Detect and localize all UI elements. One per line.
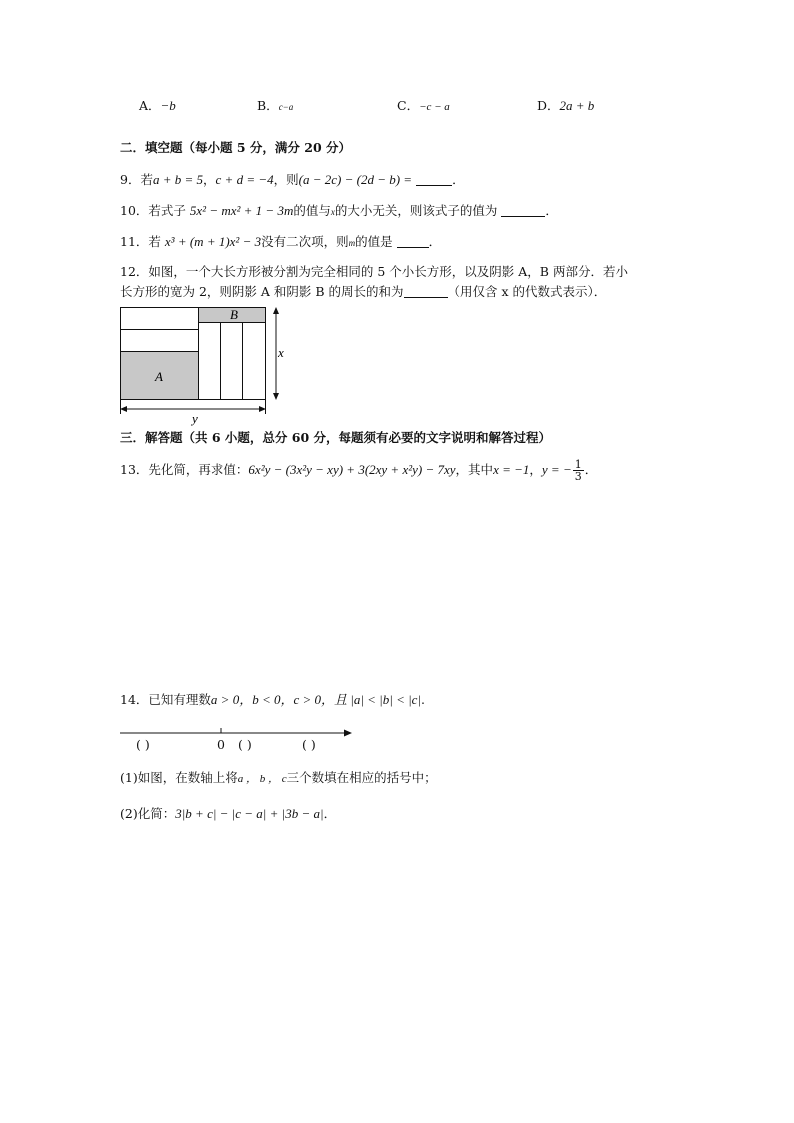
label-b: B xyxy=(230,307,238,322)
q13-fraction-denominator: 3 xyxy=(574,470,582,483)
q14-part1-pre: (1)如图，在数轴上将 xyxy=(120,770,238,785)
option-c-value: −c − a xyxy=(419,101,450,113)
q13-fraction xyxy=(573,459,584,482)
question-12-line2 xyxy=(120,284,606,300)
q10-number: 10． xyxy=(120,203,149,218)
y-arrow-right xyxy=(259,406,266,412)
q11-answer-blank[interactable] xyxy=(397,235,429,248)
q12-number: 12． xyxy=(120,264,149,279)
q13-mid: ，其中 xyxy=(455,462,494,477)
q11-mid: 没有二次项，则 xyxy=(261,234,349,249)
option-a xyxy=(139,98,176,114)
q14-part2-pre: (2)化简： xyxy=(120,806,176,821)
q9-number: 9． xyxy=(120,172,141,187)
option-b xyxy=(257,98,293,115)
label-x: x xyxy=(278,345,284,360)
q13-sep: ， xyxy=(529,462,542,477)
q9-pre: 若 xyxy=(140,172,153,187)
question-11 xyxy=(120,234,441,251)
option-a-label: A． xyxy=(139,98,161,113)
zero-label: 0 xyxy=(217,737,225,752)
q12-text-line1: 如图，一个大长方形被分割为完全相同的 5 个小长方形，以及阴影 A，B 两部分．若小 xyxy=(148,264,628,279)
q12-text-line2b: （用仅含 x 的代数式表示）． xyxy=(447,284,607,299)
q9-end: ． xyxy=(452,172,465,187)
q9-sep: ， xyxy=(203,172,216,187)
number-line-arrow xyxy=(344,730,352,737)
q10-post: 的大小无关，则该式子的值为 xyxy=(334,203,498,218)
label-y: y xyxy=(192,411,198,426)
question-12-line1 xyxy=(120,264,628,280)
q11-number: 11． xyxy=(120,234,149,249)
q10-mid: 的值与 xyxy=(293,203,331,218)
number-line xyxy=(114,724,358,754)
question-9 xyxy=(120,172,465,188)
question-14 xyxy=(120,692,425,708)
q9-expr1: a + b = 5 xyxy=(152,172,204,187)
option-b-value: c−a xyxy=(278,102,294,112)
q14-part2-end: ． xyxy=(323,806,337,821)
answer-paren-2[interactable]: ( ) xyxy=(238,737,252,752)
q9-expr3: (a − 2c) − (2d − b) = xyxy=(298,172,413,187)
q10-answer-blank[interactable] xyxy=(501,204,545,217)
option-d-value: 2a + b xyxy=(559,98,595,113)
option-c-label: C． xyxy=(397,98,420,113)
option-a-value: −b xyxy=(160,98,176,113)
q13-pre: 先化简，再求值： xyxy=(148,462,249,477)
q14-part2-expr: 3|b + c| − |c − a| + |3b − a| xyxy=(175,806,324,821)
q10-var: x xyxy=(330,207,335,217)
answer-paren-1[interactable]: ( ) xyxy=(136,737,150,752)
q12-figure xyxy=(112,302,302,426)
q14-condition: a > 0，b < 0，c > 0，且 |a| < |b| < |c| xyxy=(210,692,422,707)
q11-pre: 若 xyxy=(148,234,161,249)
q13-y-prefix: y = − xyxy=(541,462,572,477)
q13-end: ． xyxy=(584,462,598,477)
q9-answer-blank[interactable] xyxy=(416,173,452,186)
q11-end: ． xyxy=(428,234,442,249)
q14-part2 xyxy=(120,806,336,822)
q14-pre: 已知有理数 xyxy=(148,692,211,707)
option-d xyxy=(537,98,594,114)
question-13 xyxy=(120,459,597,482)
q13-x-value: x = −1 xyxy=(493,462,530,477)
q13-expr: 6x²y − (3x²y − xy) + 3(2xy + x²y) − 7xy xyxy=(248,462,456,477)
q14-part1 xyxy=(120,770,437,787)
x-arrow-bottom xyxy=(273,393,279,400)
q13-number: 13． xyxy=(120,462,149,477)
q9-mid: ，则 xyxy=(273,172,299,187)
option-b-label: B． xyxy=(257,98,279,113)
option-c xyxy=(397,98,450,115)
q12-answer-blank[interactable] xyxy=(404,285,448,298)
section2-heading: 二．填空题（每小题 5 分，满分 20 分） xyxy=(120,140,352,155)
q11-expr: x³ + (m + 1)x² − 3 xyxy=(164,234,262,249)
q13-fraction-numerator: 1 xyxy=(574,458,582,471)
q14-part1-vars: a ， b ， c xyxy=(237,773,287,785)
question-10 xyxy=(120,203,558,220)
answer-paren-3[interactable]: ( ) xyxy=(302,737,316,752)
q14-end: . xyxy=(421,692,426,707)
x-arrow-top xyxy=(273,307,279,314)
y-arrow-left xyxy=(120,406,127,412)
q9-expr2: c + d = −4 xyxy=(215,172,274,187)
label-a: A xyxy=(155,369,163,384)
q11-post: 的值是 xyxy=(355,234,393,249)
section3-heading: 三．解答题（共 6 小题，总分 60 分，每题须有必要的文字说明和解答过程） xyxy=(120,430,552,445)
q10-pre: 若式子 xyxy=(148,203,186,218)
q10-end: ． xyxy=(545,203,558,218)
q10-expr: 5x² − mx² + 1 − 3m xyxy=(189,203,294,218)
q11-var: m xyxy=(348,238,356,248)
option-d-label: D． xyxy=(537,98,560,113)
q12-text-line2a: 长方形的宽为 2，则阴影 A 和阴影 B 的周长的和为 xyxy=(120,284,404,299)
q14-part1-post: 三个数填在相应的括号中； xyxy=(286,770,437,785)
q14-number: 14． xyxy=(120,692,149,707)
